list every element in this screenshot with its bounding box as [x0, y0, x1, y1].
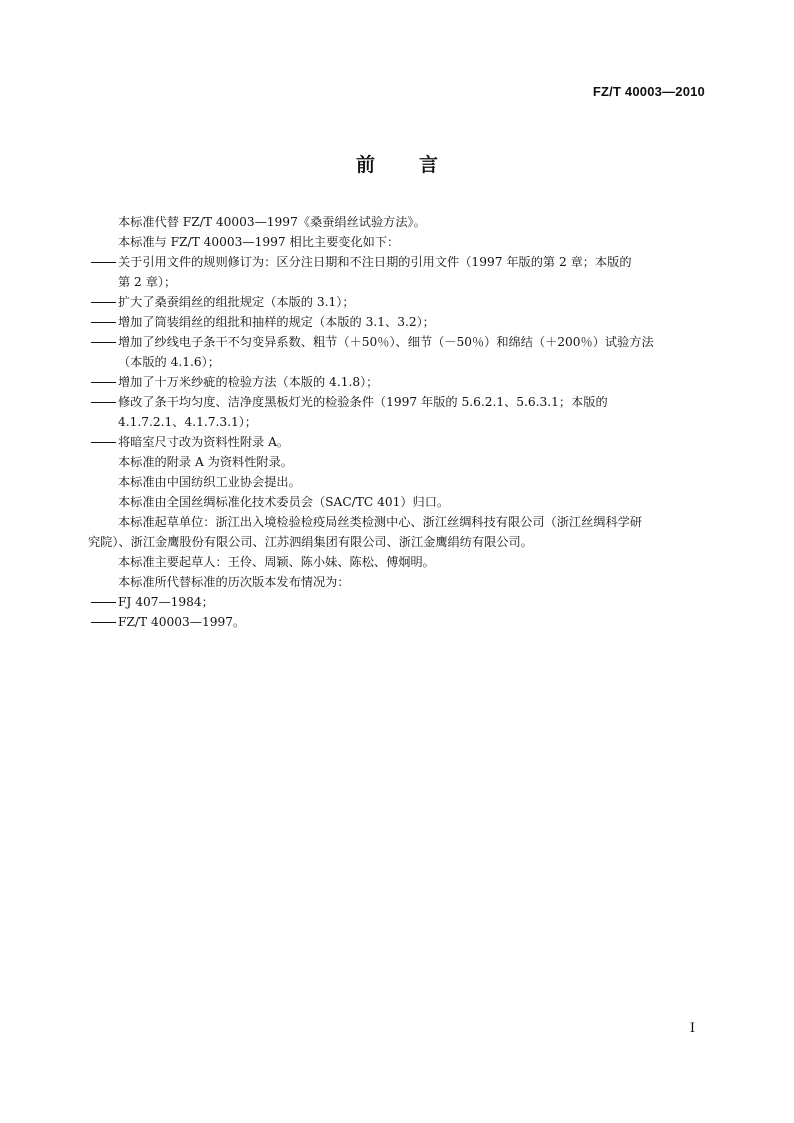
change-item-line1: 增加了十万米纱疵的检验方法（本版的 4.1.8）； [118, 375, 379, 389]
change-item [91, 392, 706, 432]
history-item-text: FZ/T 40003—1997。 [118, 615, 246, 629]
change-item [91, 372, 706, 392]
history-item [91, 612, 706, 632]
history-item-text: FJ 407—1984； [118, 595, 214, 609]
page-title: 前言 [355, 154, 482, 176]
change-item-line1: 增加了筒装绢丝的组批和抽样的规定（本版的 3.1、3.2）； [118, 315, 435, 329]
paragraph-drafters: 本标准主要起草人：王伶、周颖、陈小妹、陈松、傅炯明。 [118, 555, 435, 569]
history-item [91, 592, 706, 612]
change-item-line2: 4.1.7.2.1、4.1.7.3.1）； [118, 415, 257, 429]
change-item [91, 332, 706, 372]
paragraph-drafting-units: 本标准起草单位：浙江出入境检验检疫局丝类检测中心、浙江丝绸科技有限公司（浙江丝绸科学研 [118, 515, 643, 529]
standard-code: FZ/T 40003—2010 [592, 84, 705, 99]
change-item-line2: 第 2 章）； [118, 275, 177, 289]
change-item-line1: 扩大了桑蚕绢丝的组批规定（本版的 3.1）； [118, 295, 355, 309]
changes-list [0, 252, 706, 452]
paragraph-drafting-units-cont: 究院）、浙江金鹰股份有限公司、江苏泗绢集团有限公司、浙江金鹰绢纺有限公司。 [88, 535, 533, 549]
paragraph-proposed-by: 本标准由中国纺织工业协会提出。 [118, 475, 301, 489]
page-number: I [689, 1021, 695, 1036]
paragraph-history-intro: 本标准所代替标准的历次版本发布情况为： [118, 575, 350, 589]
paragraph-appendix: 本标准的附录 A 为资料性附录。 [118, 455, 293, 469]
paragraph-centralized-by: 本标准由全国丝绸标准化技术委员会（SAC/TC 401）归口。 [118, 495, 450, 509]
change-item-line1: 关于引用文件的规则修订为：区分注日期和不注日期的引用文件（1997 年版的第 2 章；本版的 [118, 255, 632, 269]
change-item [91, 292, 706, 312]
change-item [91, 432, 706, 452]
change-item-line1: 修改了条干均匀度、洁净度黑板灯光的检验条件（1997 年版的 5.6.2.1、5.6.3.1；本版的 [118, 395, 608, 409]
change-item [91, 252, 706, 292]
paragraph-replaces: 本标准代替 FZ/T 40003—1997《桑蚕绢丝试验方法》。 [118, 215, 426, 229]
change-item [91, 312, 706, 332]
change-item-line1: 将暗室尺寸改为资料性附录 A。 [118, 435, 290, 449]
paragraph-changes-intro: 本标准与 FZ/T 40003—1997 相比主要变化如下： [118, 235, 400, 249]
change-item-line1: 增加了纱线电子条干不匀变异系数、粗节（＋50％）、细节（－50％）和绵结（＋200％）试验方法 [118, 335, 654, 349]
change-item-line2: （本版的 4.1.6）； [118, 355, 220, 369]
document-body [88, 212, 706, 632]
